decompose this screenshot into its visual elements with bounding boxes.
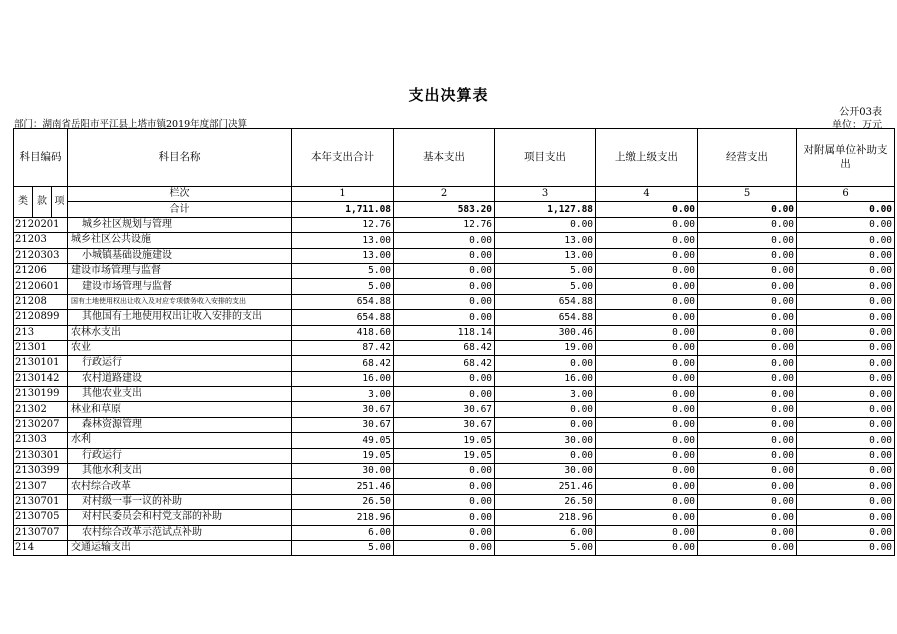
row-name: 农林水支出: [68, 325, 292, 340]
row-value: 0.00: [797, 294, 895, 309]
row-value: 654.88: [495, 310, 596, 325]
header-xiang: 项: [52, 187, 68, 218]
row-value: 0.00: [797, 263, 895, 278]
row-code: 2130199: [14, 387, 68, 402]
table-row: [14, 294, 895, 309]
row-name: 农村综合改革: [68, 479, 292, 494]
row-value: 0.00: [698, 433, 797, 448]
row-value: 0.00: [495, 402, 596, 417]
row-code: 2130207: [14, 417, 68, 432]
header-business: 经营支出: [698, 129, 797, 187]
row-value: 0.00: [797, 356, 895, 371]
row-code: 2120899: [14, 310, 68, 325]
row-value: 0.00: [495, 356, 596, 371]
row-value: 13.00: [495, 233, 596, 248]
row-name: 对村级一事一议的补助: [68, 494, 292, 509]
row-value: 0.00: [596, 433, 698, 448]
row-value: 0.00: [495, 448, 596, 463]
row-value: 0.00: [596, 402, 698, 417]
form-number: 公开03表: [839, 107, 882, 118]
total-cell: 0.00: [698, 202, 797, 217]
row-value: 251.46: [495, 479, 596, 494]
row-value: 0.00: [596, 263, 698, 278]
row-value: 19.05: [394, 433, 495, 448]
row-value: 26.50: [292, 494, 394, 509]
seq-cell: 5: [698, 187, 797, 202]
row-code: 21206: [14, 263, 68, 278]
table-row: [14, 263, 895, 278]
row-value: 0.00: [596, 310, 698, 325]
row-name: 城乡社区公共设施: [68, 233, 292, 248]
row-value: 118.14: [394, 325, 495, 340]
row-value: 0.00: [698, 387, 797, 402]
row-value: 0.00: [698, 479, 797, 494]
row-code: 2130142: [14, 371, 68, 386]
row-value: 0.00: [495, 217, 596, 232]
row-value: 0.00: [797, 217, 895, 232]
table-row: [14, 494, 895, 509]
row-value: 0.00: [394, 525, 495, 540]
table-row: [14, 448, 895, 463]
row-value: 418.60: [292, 325, 394, 340]
row-value: 0.00: [394, 510, 495, 525]
row-value: 0.00: [698, 310, 797, 325]
total-cell: 1,127.88: [495, 202, 596, 217]
row-value: 0.00: [797, 448, 895, 463]
row-value: 654.88: [292, 294, 394, 309]
table-row: [14, 402, 895, 417]
table-row: [14, 417, 895, 432]
row-value: 0.00: [596, 356, 698, 371]
total-cell: 583.20: [394, 202, 495, 217]
row-value: 12.76: [292, 217, 394, 232]
row-value: 0.00: [698, 525, 797, 540]
table-row: [14, 525, 895, 540]
row-code: 2130701: [14, 494, 68, 509]
row-value: 87.42: [292, 340, 394, 355]
row-value: 30.67: [292, 402, 394, 417]
row-value: 16.00: [292, 371, 394, 386]
row-value: 0.00: [394, 279, 495, 294]
row-value: 654.88: [495, 294, 596, 309]
row-value: 0.00: [698, 217, 797, 232]
row-name: 农村道路建设: [68, 371, 292, 386]
row-code: 214: [14, 540, 68, 555]
row-value: 0.00: [797, 340, 895, 355]
row-value: 0.00: [495, 417, 596, 432]
row-value: 5.00: [292, 540, 394, 555]
row-value: 0.00: [596, 340, 698, 355]
row-value: 68.42: [292, 356, 394, 371]
row-value: 49.05: [292, 433, 394, 448]
row-value: 300.46: [495, 325, 596, 340]
row-name: 其他国有土地使用权出让收入安排的支出: [68, 310, 292, 325]
row-value: 0.00: [797, 417, 895, 432]
header-subsidy: 对附属单位补助支出: [797, 129, 895, 187]
row-value: 13.00: [292, 233, 394, 248]
row-value: 0.00: [698, 294, 797, 309]
row-name: 水利: [68, 433, 292, 448]
row-value: 30.67: [394, 402, 495, 417]
row-code: 21301: [14, 340, 68, 355]
row-name: 其他水利支出: [68, 464, 292, 479]
department-label: 部门：湖南省岳阳市平江县上塔市镇2019年度部门决算: [14, 119, 248, 130]
row-name: 行政运行: [68, 448, 292, 463]
row-code: 2130399: [14, 464, 68, 479]
header-row: [14, 129, 895, 187]
row-value: 3.00: [495, 387, 596, 402]
row-value: 218.96: [292, 510, 394, 525]
row-value: 0.00: [394, 294, 495, 309]
row-value: 30.00: [495, 433, 596, 448]
row-value: 30.67: [394, 417, 495, 432]
row-value: 0.00: [596, 525, 698, 540]
row-value: 26.50: [495, 494, 596, 509]
row-name: 建设市场管理与监督: [68, 263, 292, 278]
row-value: 6.00: [292, 525, 394, 540]
table-row: [14, 233, 895, 248]
row-value: 0.00: [394, 371, 495, 386]
row-value: 12.76: [394, 217, 495, 232]
row-value: 19.05: [292, 448, 394, 463]
row-value: 0.00: [698, 464, 797, 479]
seq-cell: 6: [797, 187, 895, 202]
row-value: 0.00: [797, 402, 895, 417]
row-name: 国有土地使用权出让收入及对应专项债务收入安排的支出: [68, 294, 292, 309]
header-basic: 基本支出: [394, 129, 495, 187]
row-code: 2120201: [14, 217, 68, 232]
row-value: 0.00: [596, 479, 698, 494]
row-code: 21303: [14, 433, 68, 448]
table-row: [14, 217, 895, 232]
row-value: 0.00: [698, 510, 797, 525]
row-value: 0.00: [797, 248, 895, 263]
row-value: 0.00: [797, 494, 895, 509]
row-value: 30.00: [495, 464, 596, 479]
row-value: 5.00: [495, 263, 596, 278]
row-value: 3.00: [292, 387, 394, 402]
row-value: 5.00: [292, 263, 394, 278]
row-name: 林业和草原: [68, 402, 292, 417]
row-code: 21208: [14, 294, 68, 309]
row-value: 0.00: [797, 279, 895, 294]
table-row: [14, 279, 895, 294]
row-value: 0.00: [797, 310, 895, 325]
row-value: 13.00: [292, 248, 394, 263]
row-value: 0.00: [698, 371, 797, 386]
row-code: 21302: [14, 402, 68, 417]
row-value: 0.00: [797, 387, 895, 402]
row-value: 0.00: [394, 233, 495, 248]
row-value: 0.00: [596, 294, 698, 309]
table-row: [14, 510, 895, 525]
row-value: 654.88: [292, 310, 394, 325]
header-upper: 上缴上级支出: [596, 129, 698, 187]
row-value: 0.00: [596, 540, 698, 555]
table-row: [14, 310, 895, 325]
row-value: 0.00: [698, 417, 797, 432]
row-code: 21307: [14, 479, 68, 494]
row-code: 213: [14, 325, 68, 340]
row-value: 0.00: [698, 325, 797, 340]
row-value: 13.00: [495, 248, 596, 263]
row-value: 0.00: [797, 479, 895, 494]
row-value: 0.00: [596, 217, 698, 232]
row-value: 68.42: [394, 340, 495, 355]
table-row: [14, 325, 895, 340]
row-code: 2130705: [14, 510, 68, 525]
table-row: [14, 356, 895, 371]
row-value: 5.00: [495, 540, 596, 555]
row-value: 218.96: [495, 510, 596, 525]
table-row: [14, 387, 895, 402]
row-value: 0.00: [596, 494, 698, 509]
row-value: 0.00: [394, 248, 495, 263]
row-name: 小城镇基础设施建设: [68, 248, 292, 263]
row-code: 2130101: [14, 356, 68, 371]
total-label: 合计: [68, 202, 292, 217]
row-value: 0.00: [596, 325, 698, 340]
row-value: 0.00: [596, 448, 698, 463]
row-value: 0.00: [394, 494, 495, 509]
row-value: 0.00: [698, 494, 797, 509]
row-value: 0.00: [698, 402, 797, 417]
row-name: 森林资源管理: [68, 417, 292, 432]
row-value: 0.00: [698, 233, 797, 248]
row-value: 0.00: [797, 510, 895, 525]
seq-row: [14, 187, 895, 202]
table-row: [14, 464, 895, 479]
table-row: [14, 433, 895, 448]
expenditure-table: [13, 128, 895, 556]
row-value: 0.00: [797, 233, 895, 248]
row-name: 农村综合改革示范试点补助: [68, 525, 292, 540]
row-value: 16.00: [495, 371, 596, 386]
total-cell: 0.00: [797, 202, 895, 217]
row-value: 30.00: [292, 464, 394, 479]
row-code: 2130301: [14, 448, 68, 463]
seq-label: 栏次: [68, 187, 292, 202]
header-lei: 类: [14, 187, 33, 218]
row-value: 68.42: [394, 356, 495, 371]
row-name: 行政运行: [68, 356, 292, 371]
row-name: 建设市场管理与监督: [68, 279, 292, 294]
row-value: 0.00: [797, 433, 895, 448]
row-value: 0.00: [596, 510, 698, 525]
row-value: 0.00: [596, 279, 698, 294]
row-value: 0.00: [394, 479, 495, 494]
row-code: 2120303: [14, 248, 68, 263]
table-row: [14, 540, 895, 555]
row-name: 农业: [68, 340, 292, 355]
total-cell: 0.00: [596, 202, 698, 217]
row-value: 0.00: [698, 248, 797, 263]
seq-cell: 2: [394, 187, 495, 202]
header-kuan: 款: [33, 187, 52, 218]
row-value: 0.00: [797, 525, 895, 540]
table-row: [14, 371, 895, 386]
row-value: 0.00: [394, 387, 495, 402]
total-row: [14, 202, 895, 217]
row-value: 19.00: [495, 340, 596, 355]
row-name: 城乡社区规划与管理: [68, 217, 292, 232]
unit-label: 单位：万元: [832, 120, 882, 131]
total-cell: 1,711.08: [292, 202, 394, 217]
table-row: [14, 479, 895, 494]
row-value: 0.00: [698, 263, 797, 278]
row-value: 5.00: [495, 279, 596, 294]
row-value: 0.00: [698, 540, 797, 555]
row-value: 0.00: [797, 540, 895, 555]
header-name: 科目名称: [68, 129, 292, 187]
header-code: 科目编码: [14, 129, 68, 187]
table-row: [14, 248, 895, 263]
row-value: 0.00: [394, 540, 495, 555]
row-code: 2120601: [14, 279, 68, 294]
row-value: 0.00: [797, 371, 895, 386]
row-value: 0.00: [596, 371, 698, 386]
table-row: [14, 340, 895, 355]
row-value: 30.67: [292, 417, 394, 432]
row-value: 0.00: [698, 448, 797, 463]
row-value: 5.00: [292, 279, 394, 294]
row-value: 0.00: [797, 325, 895, 340]
seq-cell: 4: [596, 187, 698, 202]
header-total: 本年支出合计: [292, 129, 394, 187]
row-value: 19.05: [394, 448, 495, 463]
row-value: 251.46: [292, 479, 394, 494]
row-value: 0.00: [698, 279, 797, 294]
row-code: 2130707: [14, 525, 68, 540]
row-name: 对村民委员会和村党支部的补助: [68, 510, 292, 525]
seq-cell: 3: [495, 187, 596, 202]
row-value: 0.00: [596, 387, 698, 402]
row-value: 0.00: [394, 464, 495, 479]
row-value: 0.00: [596, 233, 698, 248]
page-title: 支出决算表: [408, 86, 489, 104]
seq-cell: 1: [292, 187, 394, 202]
row-value: 0.00: [596, 248, 698, 263]
row-value: 0.00: [797, 464, 895, 479]
row-value: 0.00: [596, 464, 698, 479]
row-value: 0.00: [698, 356, 797, 371]
row-code: 21203: [14, 233, 68, 248]
header-project: 项目支出: [495, 129, 596, 187]
row-value: 0.00: [698, 340, 797, 355]
row-name: 交通运输支出: [68, 540, 292, 555]
row-value: 6.00: [495, 525, 596, 540]
row-value: 0.00: [394, 310, 495, 325]
row-value: 0.00: [596, 417, 698, 432]
row-value: 0.00: [394, 263, 495, 278]
row-name: 其他农业支出: [68, 387, 292, 402]
